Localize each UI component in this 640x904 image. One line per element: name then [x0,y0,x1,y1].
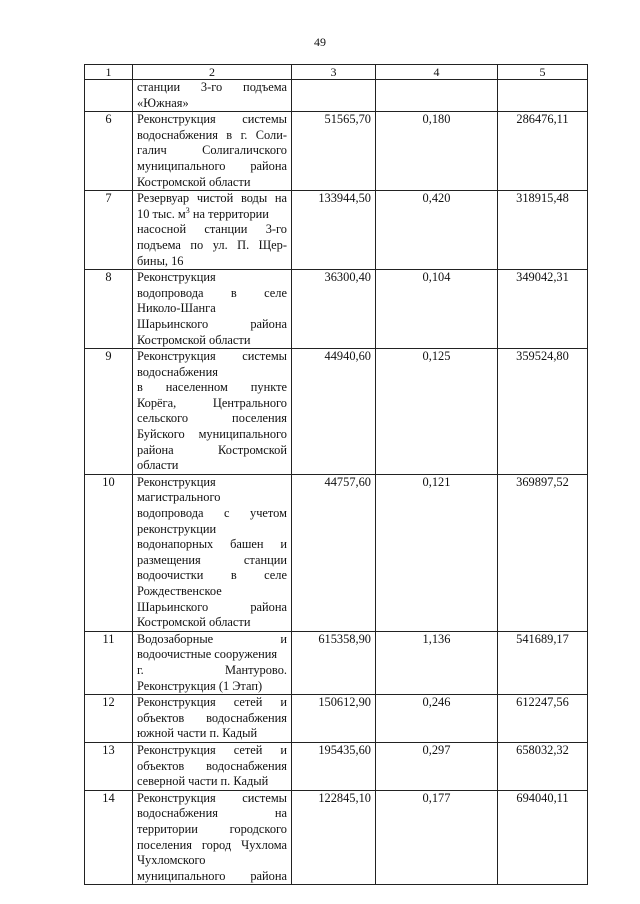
object-name-line: водоснабжения на [137,806,287,821]
row-number-cell: 12 [85,695,133,743]
row-number-cell: 10 [85,474,133,631]
row-number-cell [85,80,133,112]
row-number-cell: 7 [85,191,133,270]
object-name-line: Реконструкция [137,474,216,489]
cumulative-cell [498,80,588,112]
cost-cell: 44757,60 [292,474,376,631]
header-cell-2: 2 [133,65,292,80]
capacity-cell: 0,420 [376,191,498,270]
object-name-line: Костромской области [137,174,251,189]
header-cell-4: 4 [376,65,498,80]
row-number-cell: 8 [85,270,133,349]
object-name-line: Рождественское [137,584,222,598]
object-name-line: поселения город Чухлома [137,837,287,852]
object-name-line: сельского поселения [137,411,287,426]
object-name-cell [133,80,292,112]
row-number-cell: 14 [85,790,133,885]
table-row [85,270,588,349]
object-name-line: водонапорных башен и [137,537,287,552]
table-row [85,790,588,885]
cost-cell: 36300,40 [292,270,376,349]
row-number-cell: 11 [85,631,133,694]
object-name-line: Буйского муниципального [137,427,287,442]
object-name-line: «Южная» [137,95,189,110]
cumulative-cell: 541689,17 [498,631,588,694]
cumulative-cell: 369897,52 [498,474,588,631]
object-name-line: Реконструкция сетей и [137,695,287,710]
object-name-line: объектов водоснабжения [137,758,287,773]
capacity-cell: 0,104 [376,270,498,349]
object-name-cell [133,631,292,694]
object-name-line: объектов водоснабжения [137,710,287,725]
object-name-line: южной части п. Кадый [137,726,258,741]
header-cell-5: 5 [498,65,588,80]
object-name-line: муниципального района [137,158,287,173]
object-name-line: Резервуар чистой воды на [137,191,287,206]
cost-cell: 195435,60 [292,742,376,790]
capacity-cell: 0,177 [376,790,498,885]
object-name-line: насосной станции 3-го [137,222,287,237]
capacity-cell [376,80,498,112]
object-name-cell [133,112,292,191]
object-name-line: водоснабжения в г. Соли- [137,127,287,142]
object-name-cell [133,474,292,631]
object-name-line: водопровода с учетом [137,506,287,521]
cost-cell: 133944,50 [292,191,376,270]
object-name-line [137,207,287,223]
object-name-line: Корёга, Центрального [137,395,287,410]
cumulative-cell: 349042,31 [498,270,588,349]
row-number-cell: 6 [85,112,133,191]
object-name-line: Костромской области [137,332,251,347]
row-number-cell: 9 [85,349,133,475]
table-row [85,349,588,475]
object-name-cell [133,695,292,743]
object-name-line: водоочистные сооружения [137,647,278,662]
header-cell-1: 1 [85,65,133,80]
object-name-line: подъема по ул. П. Щер- [137,237,287,252]
header-cell-3: 3 [292,65,376,80]
object-name-line: станции 3-го подъема [137,80,287,94]
object-name-line: бины, 16 [137,253,184,268]
cost-cell: 122845,10 [292,790,376,885]
capacity-cell: 1,136 [376,631,498,694]
table-row [85,112,588,191]
object-name-line: Реконструкция системы [137,112,287,127]
cost-cell: 150612,90 [292,695,376,743]
object-name-line: г. Мантурово. [137,662,287,677]
object-name-line: галич Солигаличского [137,143,287,158]
object-name-line: Реконструкция системы [137,349,287,364]
object-name-cell [133,349,292,475]
object-name-cell [133,742,292,790]
table-header-row [85,65,588,80]
object-name-line: реконструкции [137,521,217,536]
object-name-line: водопровода в селе [137,285,287,300]
object-name-line: Чухломского [137,853,206,868]
object-name-line: Костромской области [137,615,251,630]
object-name-line: Реконструкция сетей и [137,742,287,757]
cumulative-cell: 612247,56 [498,695,588,743]
object-name-line: Реконструкция [137,270,216,285]
object-name-line: территории городского [137,821,287,836]
cumulative-cell: 694040,11 [498,790,588,885]
object-name-cell [133,191,292,270]
table-row [85,742,588,790]
table-row [85,695,588,743]
object-name-line: северной части п. Кадый [137,774,269,789]
object-name-line: водоочистки в селе [137,568,287,583]
object-name-line: магистрального [137,490,221,505]
data-table [84,64,588,885]
object-name-line: Николо-Шанга [137,301,216,316]
capacity-cell: 0,121 [376,474,498,631]
object-name-line: Шарьинского района [137,316,287,331]
object-name-line: размещения станции [137,552,287,567]
object-name-line: Шарьинского района [137,599,287,614]
cumulative-cell: 658032,32 [498,742,588,790]
object-name-line-part: на территории [189,206,269,221]
object-name-line: Водозаборные и [137,631,287,646]
object-name-line: муниципального района [137,868,287,883]
unit-superscript: 3 [185,205,190,215]
object-name-line: области [137,458,179,473]
cost-cell: 615358,90 [292,631,376,694]
table-row [85,474,588,631]
object-name-cell [133,270,292,349]
capacity-cell: 0,125 [376,349,498,475]
capacity-cell: 0,246 [376,695,498,743]
capacity-cell: 0,180 [376,112,498,191]
cumulative-cell: 318915,48 [498,191,588,270]
object-name-line: Реконструкция (1 Этап) [137,678,263,693]
object-name-line-part: 10 тыс. м [137,206,186,221]
table-row [85,191,588,270]
cost-cell [292,80,376,112]
object-name-line: водоснабжения [137,364,218,379]
object-name-cell [133,790,292,885]
table-row [85,631,588,694]
object-name-line: района Костромской [137,442,287,457]
cost-cell: 44940,60 [292,349,376,475]
table-row [85,80,588,112]
page-number: 49 [314,35,326,49]
cumulative-cell: 359524,80 [498,349,588,475]
cost-cell: 51565,70 [292,112,376,191]
row-number-cell: 13 [85,742,133,790]
capacity-cell: 0,297 [376,742,498,790]
object-name-line: в населенном пункте [137,380,287,395]
cumulative-cell: 286476,11 [498,112,588,191]
object-name-line: Реконструкция системы [137,790,287,805]
